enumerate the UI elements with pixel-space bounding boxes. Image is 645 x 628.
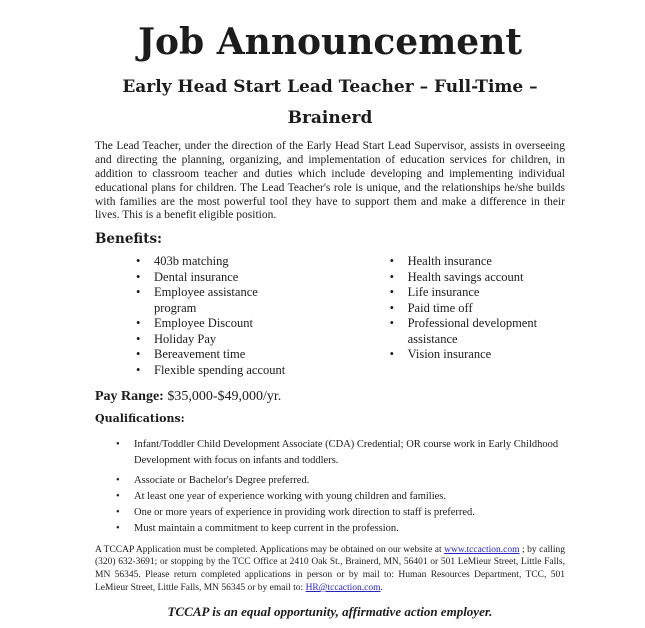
benefit-item: • Health insurance bbox=[388, 254, 565, 270]
benefits-lists bbox=[95, 254, 565, 378]
qualifications-list bbox=[115, 437, 565, 536]
pay-range-label: Pay Range: bbox=[95, 389, 164, 405]
application-text: . bbox=[380, 583, 383, 594]
benefit-item: • Dental insurance bbox=[134, 270, 300, 286]
position-title-line1: Early Head Start Lead Teacher – Full-Time – bbox=[122, 77, 538, 98]
pay-range-value: $35,000-$49,000/yr. bbox=[163, 389, 282, 405]
page-title: Job Announcement bbox=[137, 21, 522, 63]
qualification-item: • Infant/Toddler Child Development Associate (CDA) Credential; OR course work in Early Childhood Development with focus on infants and toddlers. bbox=[115, 437, 565, 467]
benefits-right-column bbox=[388, 254, 565, 378]
benefit-item: • Holiday Pay bbox=[134, 332, 300, 348]
application-text: A TCCAP Application must be completed. Applications may be obtained on our website at bbox=[95, 544, 445, 555]
benefit-item: • Vision insurance bbox=[388, 347, 565, 363]
benefit-item: • Employee assistance program bbox=[134, 285, 300, 316]
benefit-item: • Bereavement time bbox=[134, 347, 300, 363]
benefit-item: • Health savings account bbox=[388, 270, 565, 286]
application-text: ; by calling (320) 632-3691; or stopping by the TCC Office at 2410 Oak St., Brainerd, MN, 56401 or 501 LeMieur Street, Little Falls, MN 56345. Please return completed applications in person or by mail to: Human Resources Department, TCC, 501 LeMieur Street, Little Falls, MN 56345 or by email to: bbox=[95, 544, 565, 594]
benefit-item: • Employee Discount bbox=[134, 316, 300, 332]
benefit-item: • Life insurance bbox=[388, 285, 565, 301]
website-link[interactable]: www.tccaction.com bbox=[444, 544, 520, 555]
benefits-heading: Benefits: bbox=[95, 231, 163, 248]
benefit-item: • Paid time off bbox=[388, 301, 565, 317]
benefits-left-column bbox=[134, 254, 300, 378]
qualification-item: • One or more years of experience in providing work direction to staff is preferred. bbox=[115, 505, 565, 520]
eeo-statement: TCCAP is an equal opportunity, affirmative action employer. bbox=[167, 603, 493, 619]
email-link[interactable]: HR@tccaction.com bbox=[305, 583, 381, 594]
application-instructions bbox=[95, 544, 565, 595]
position-title-line2: Brainerd bbox=[287, 108, 373, 129]
benefit-item: • Professional development assistance bbox=[388, 316, 565, 347]
qualifications-heading: Qualifications: bbox=[95, 412, 185, 426]
qualification-item: • Must maintain a commitment to keep current in the profession. bbox=[115, 521, 565, 536]
benefit-item: • Flexible spending account bbox=[134, 363, 300, 379]
benefit-item: • 403b matching bbox=[134, 254, 300, 270]
qualification-item: • At least one year of experience working with young children and families. bbox=[115, 489, 565, 504]
intro-paragraph: The Lead Teacher, under the direction of the Early Head Start Lead Supervisor, assists in overseeing and directing the planning, organizing, and implementation of education services for children, in addition to classroom teacher and duties which include developing and implementing individual educational plans for children. The Lead Teacher's role is unique, and the relationships he/she builds with families are the most powerful tool they have to support them and make a difference in their lives. This is a benefit eligible position. bbox=[95, 140, 565, 222]
qualification-item: • Associate or Bachelor's Degree preferred. bbox=[115, 473, 565, 488]
pay-range bbox=[95, 389, 565, 406]
